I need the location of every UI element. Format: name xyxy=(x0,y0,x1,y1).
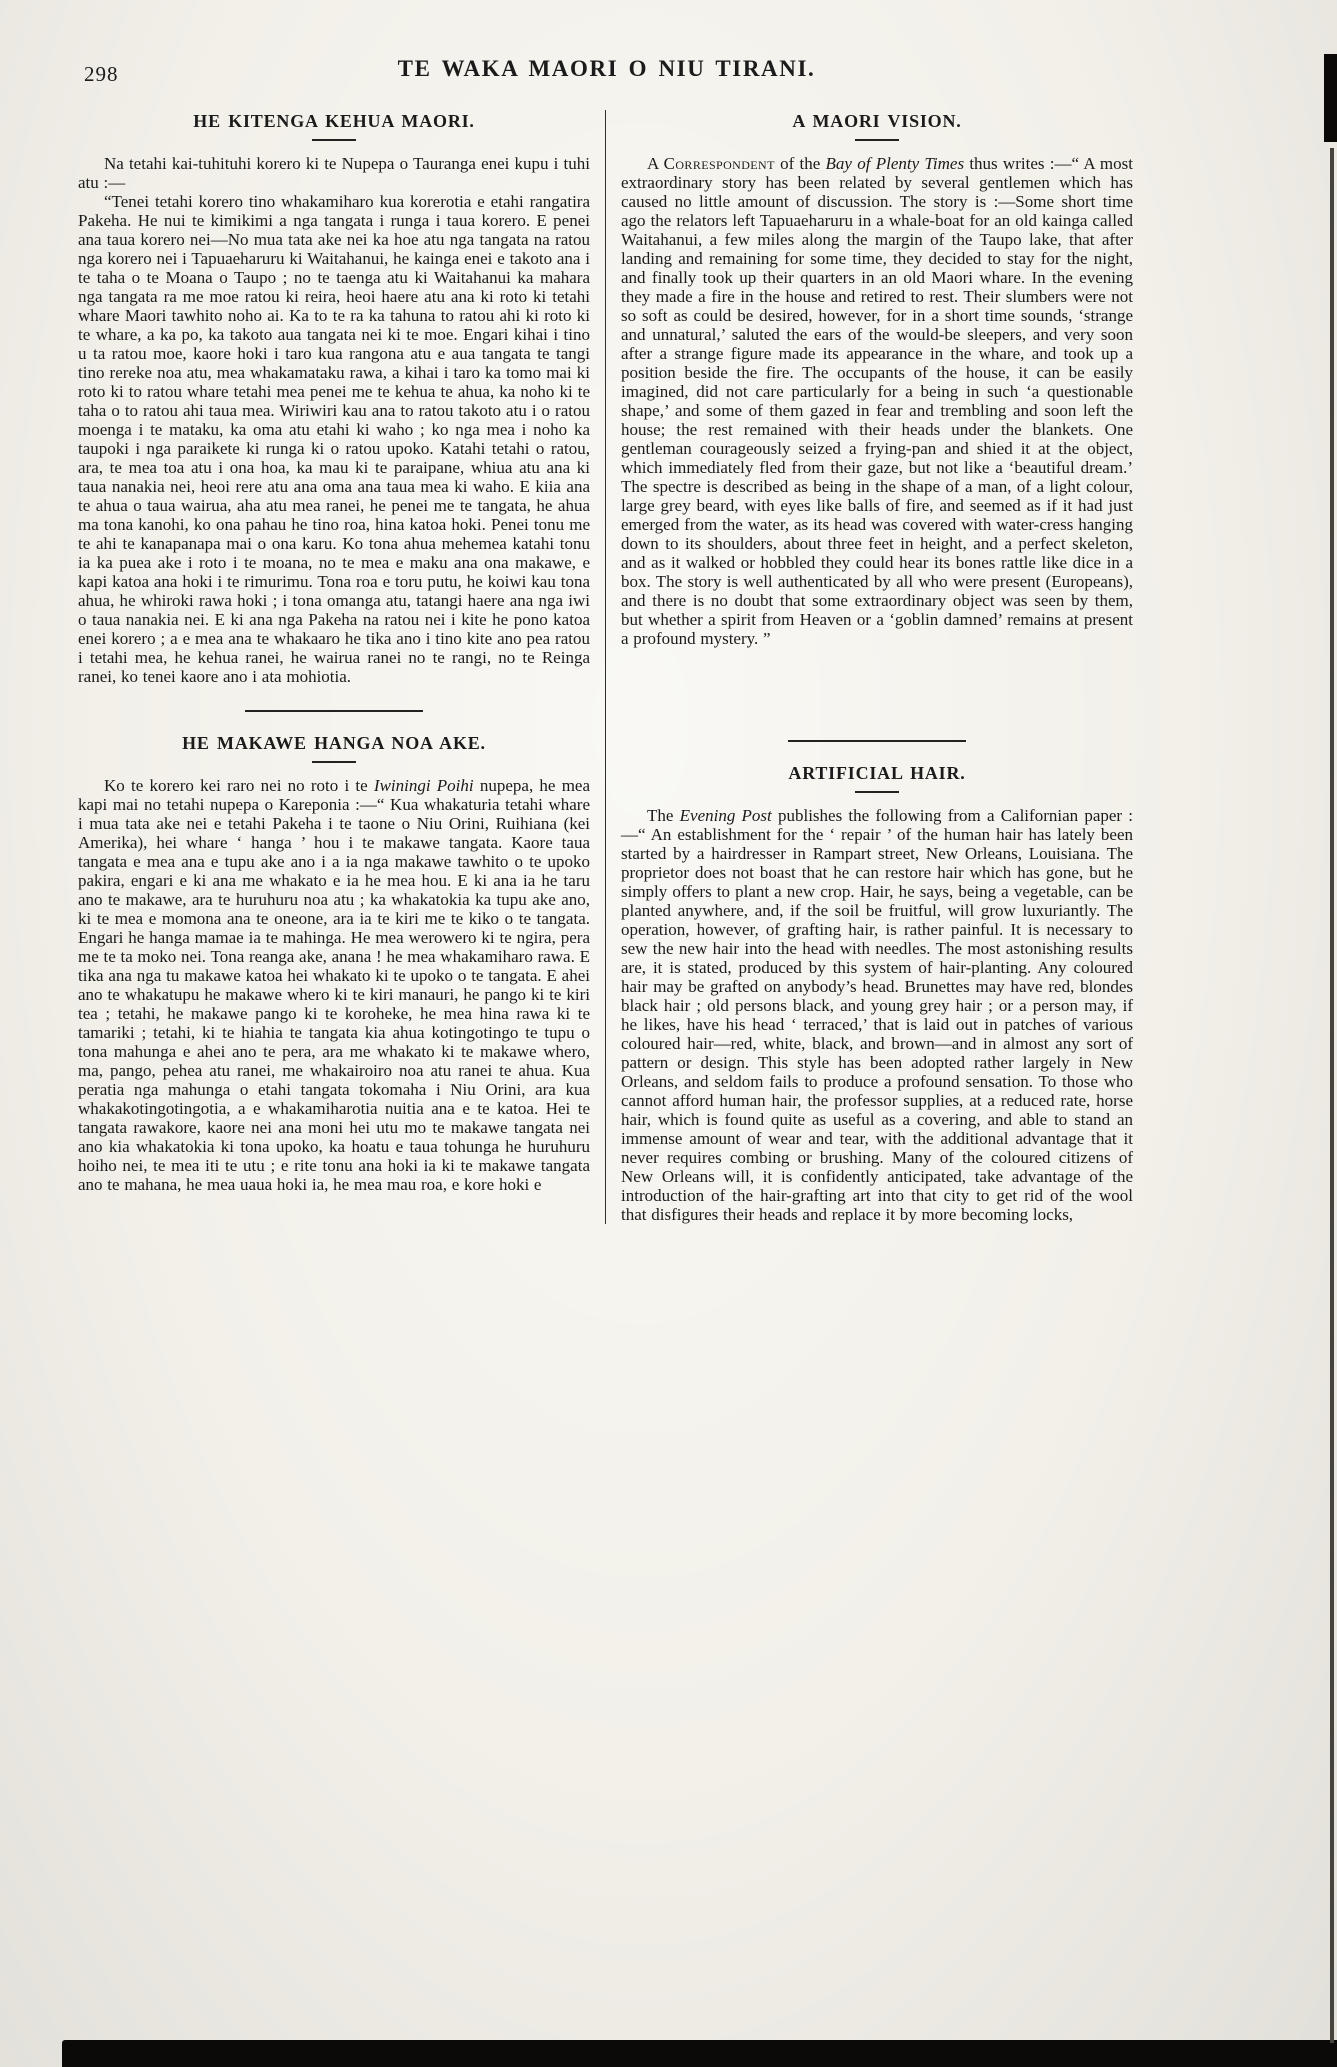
title-rule xyxy=(312,139,356,141)
page-number: 298 xyxy=(84,62,119,86)
article-paragraph: Na tetahi kai-tuhituhi korero ki te Nupepa o Tauranga enei kupu i tuhi atu :— xyxy=(78,154,590,192)
scan-artifact-bottom-edge xyxy=(62,2040,1337,2067)
title-rule xyxy=(855,139,899,141)
page-header xyxy=(78,56,1135,88)
right-column xyxy=(621,110,1133,1224)
article-title: HE MAKAWE HANGA NOA AKE. xyxy=(182,733,486,753)
scan-artifact-right-edge-line xyxy=(1330,148,1334,2043)
article-paragraph: A Correspondent of the Bay of Plenty Times thus writes :—“ A most extraordinary story has been related by several gentlemen which has caused no little amount of discussion. The story is :—Some short time ago the relators left Tapuaeharuru in a whale-boat for an old kainga called Waitahanui, a few miles along the margin of the Taupo lake, that after landing and remaining for some time, they decided to stay for the night, and finally took up their quarters in an old Maori whare. In the evening they made a fire in the house and retired to rest. Their slumbers were not so soft as could be desired, however, for in a short time sounds, ‘strange and unnatural,’ saluted the ears of the would-be sleepers, and very soon after a strange figure made its appearance in the whare, and took up a position beside the fire. The occupants of the house, it can be easily imagined, did not care particularly for a being in such ‘a questionable shape,’ and some of them gazed in fear and trembling and soon left the house; the rest remained with their heads under the blankets. One gentleman courageously seized a frying-pan and shied it at the object, which immediately fled from their gaze, but not like a ‘beautiful dream.’ The spectre is described as being in the shape of a man, of a light colour, large grey beard, with eyes like balls of fire, and seemed as if it had just emerged from the water, as its head was covered with water-cress hanging down to its shoulders, about three feet in height, and a perfect skeleton, and as it walked or hobbled they could hear its bones rattle like dice in a box. The story is well authenticated by all who were present (Europeans), and there is no doubt that some extraordinary object was seen by them, but whether a spirit from Heaven or a ‘goblin damned’ remains at present a profound mystery. ” xyxy=(621,154,1133,648)
scan-artifact-right-top-mark xyxy=(1324,54,1337,142)
left-column xyxy=(78,110,590,1224)
article-he-makawe-hanga-noa-ake xyxy=(78,732,590,1194)
article-a-maori-vision xyxy=(621,110,1133,648)
title-rule xyxy=(312,761,356,763)
article-separator-rule xyxy=(245,710,423,712)
article-paragraph: Ko te korero kei raro nei no roto i te Iwiningi Poihi nupepa, he mea kapi mai no tetahi nupepa o Kareponia :—“ Kua whakaturia tetahi whare i mua tata ake nei e tetahi Pakeha i te taone o Niu Orini, Ruihiana (kei Amerika), hei whare ‘ hanga ’ hou i te makawe tangata. Kaore taua tangata e mea ana e tupu ake ano i a ia nga makawe tawhito o te upoko pakira, engari e ki ana me whakato e ia he mea hou. E ki ana ia he taru ano te makawe, ara te huruhuru noa atu ; ka whakatokia ka tupu ake ano, ki te mea e momona ana te oneone, ara ia te kiri me te kiko o te tangata. Engari he hanga mamae ia te mahinga. He mea werowero ki te ngira, pera me te ta moko nei. Tona reanga ake, anana ! he mea whakamiharo rawa. E tika ana nga tu makawe katoa hei whakato ki te upoko o te tangata. E ahei ano te whakatupu he makawe whero ki te kiri manauri, he pango ki te kiri tea ; tetahi, he makawe pango ki te koroheke, he mea hina rawa ki te tamariki ; tetahi, ki te hiahia te tangata kia ahua kotingotingo te tupu o tona mahunga e ahei ano te pera, ara me whakato ki te makawe whero, ma, pango, pehea atu ranei, me whakairoiro noa atu ranei te ahua. Kua peratia nga mahunga o etahi tangata tokomaha i Niu Orini, ara kua whakakotingotingotia, a e whakamiharotia nuitia ana e te katoa. Hei te tangata rawakore, kaore nei ana moni hei utu mo te makawe tangata nei ano kia whakatokia ki tona upoko, ka hoatu e taua tohunga he huruhuru hoiho nei, te mea iti te utu ; e rite tonu ana hoki ia ki te makawe tangata ano te mahana, he mea uaua hoki ia, he mea mau roa, e kore hoki e xyxy=(78,776,591,1194)
page-content xyxy=(78,56,1135,1224)
masthead-title: TE WAKA MAORI O NIU TIRANI. xyxy=(397,56,816,81)
column-layout xyxy=(78,110,1135,1224)
article-title: HE KITENGA KEHUA MAORI. xyxy=(193,111,475,131)
article-title: A MAORI VISION. xyxy=(792,111,962,131)
article-paragraph: “Tenei tetahi korero tino whakamiharo kua korerotia e etahi rangatira Pakeha. He nui te kimikimi a nga tangata i runga i taua korero. E penei ana taua korero nei—No mua tata ake nei ka hoe atu nga tangata na ratou nga korero nei i Tapuaeharuru ki Waitahanui, he kainga enei e takoto ana i te taha o te Moana o Taupo ; no te taenga atu ki Waitahanui ka mahara nga tangata ra me moe ratou ki reira, heoi haere atu ana ki roto ki tetahi whare Maori tawhito noho ai. Ka to te ra ka tahuna to ratou ahi ki roto ki te whare, a ka po, ka takoto aua tangata nei ki te moe. Engari kihai i tino u ta ratou moe, kaore hoki i taro kua rangona atu e aua tangata te tangi tino rereke noa atu, mea whakamataku rawa, a kihai i taro ka tomo mai ki roto ki to ratou whare tetahi mea penei me te kehua te ahua, ka noho ki te taha o to ratou ahi taua mea. Wiriwiri kau ana to ratou takoto atu i o ratou moenga i te mataku, ka oma atu etahi ki waho ; ko nga mea i noho ka taupoki i nga paraikete ki runga ki o ratou upoko. Katahi tetahi o ratou, ara, te mea toa atu i ona hoa, ka mau ki te paraipane, whiua atu ana ki taua nanakia nei, heoi rere atu ana oma ana taua mea ki waho. E kiia ana te ahua o taua wairua, aha atu mea ranei, he penei me te tangata, he ahua ma tona kanohi, ko ona pahau he tino roa, hina katoa hoki. Penei tonu me te ahi te kanapanapa mai o ona karu. Ko tona ahua mehemea katahi tonu ia ka puea ake i roto i te moana, no te mea e maku ana ona makawe, e kapi katoa ana hoki i te rimurimu. Tona roa e toru putu, he koiwi kau tona ahua, he whiroki rawa hoki ; i tona omanga atu, tatangi haere ana nga iwi o taua nanakia nei. E ki ana nga Pakeha na ratou nei i kite he pono katoa enei korero ; a e mea ana te whakaaro he tika ano i tino kite ano pea ratou i tetahi mea, he kehua ranei, he wairua ranei no te rangi, no te Reinga ranei, ko tenei kaore ano i ata mohiotia. xyxy=(78,192,590,686)
article-paragraph: The Evening Post publishes the following from a Californian paper :—“ An establishment for the ‘ repair ’ of the human hair has lately been started by a hairdresser in Rampart street, New Orleans, Louisiana. The proprietor does not boast that he can restore hair which has gone, but he simply offers to plant a new crop. Hair, he says, being a vegetable, can be planted anywhere, and, if the soil be fruitful, will grow luxuriantly. The operation, however, of grafting hair, is rather painful. It is necessary to sew the new hair into the head with needles. The most astonishing results are, it is stated, produced by this system of hair-planting. Any coloured hair may be grafted on anybody’s head. Brunettes may have red, blondes black hair ; old persons black, and young grey hair ; or a person may, if he likes, have his head ‘ terraced,’ that is laid out in patches of various coloured hair—red, white, black, and brown—and in almost any sort of pattern or design. This style has been adopted rather largely in New Orleans, and seldom fails to produce a profound sensation. To those who cannot afford human hair, the professor supplies, at a reduced rate, horse hair, which is found quite as useful as a covering, and able to stand an immense amount of wear and tear, with the additional advantage that it never requires combing or brushing. Many of the coloured citizens of New Orleans will, it is confidently anticipated, take advantage of the introduction of the hair-grafting art into that city to get rid of the wool that disfigures their heads and replace it by more becoming locks, xyxy=(621,806,1134,1224)
title-rule xyxy=(855,791,899,793)
column-divider-rule xyxy=(605,110,606,1224)
article-artificial-hair xyxy=(621,762,1133,1224)
article-he-kitenga-kehua-maori xyxy=(78,110,590,686)
article-separator-rule xyxy=(788,740,966,742)
article-title: ARTIFICIAL HAIR. xyxy=(788,763,966,783)
